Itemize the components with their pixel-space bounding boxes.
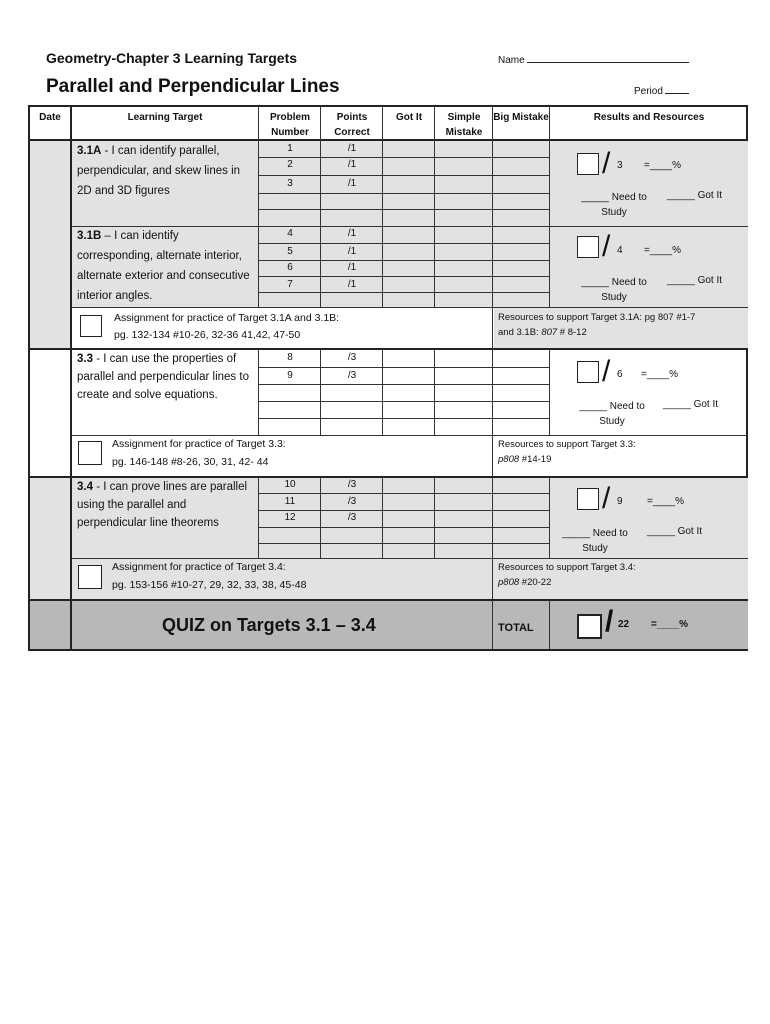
points-cell[interactable]: /1 (347, 246, 357, 257)
quiz-label: QUIZ on Targets 3.1 – 3.4 (162, 615, 376, 635)
got-it-blank[interactable]: _____ Got It (647, 526, 703, 537)
resources-34-line2: p808 #20-22 (498, 577, 552, 588)
resources-31-line2: and 3.1B: 807 # 8-12 (498, 327, 587, 338)
name-blank[interactable] (527, 53, 689, 63)
need-to-study[interactable]: _____ Need to Study (579, 401, 645, 427)
slash-glyph: / (602, 355, 611, 388)
got-it-blank[interactable]: _____ Got It (667, 190, 723, 201)
assignment-33-line2: pg. 146-148 #8-26, 30, 31, 42- 44 (112, 456, 269, 468)
assignment-33-line1: Assignment for practice of Target 3.3: (112, 438, 286, 450)
quiz-score-box[interactable] (577, 614, 602, 639)
points-cell[interactable]: /1 (347, 143, 357, 154)
need-to-study[interactable]: _____ Need to Study (581, 277, 647, 303)
points-cell[interactable]: /1 (347, 228, 357, 239)
got-it-blank[interactable]: _____ Got It (667, 275, 723, 286)
col-date: Date (39, 112, 61, 123)
slash-glyph: / (602, 482, 611, 515)
score-box[interactable] (577, 153, 599, 175)
date-cell-shade (30, 601, 70, 649)
period-field[interactable] (634, 84, 689, 97)
date-cell-shade (30, 477, 70, 599)
assignment-31-line1: Assignment for practice of Target 3.1A and 3.1B: (114, 312, 340, 324)
total-points: 9 (617, 496, 623, 507)
points-cell[interactable]: /3 (347, 496, 357, 507)
assignment-31-line2: pg. 132-134 #10-26, 32-36 41,42, 47-50 (114, 329, 301, 341)
col-problem-number: Problem Number (269, 112, 310, 138)
total-points: 4 (617, 245, 623, 256)
assignment-checkbox[interactable] (78, 441, 102, 465)
points-cell[interactable]: /1 (347, 159, 357, 170)
resources-31-line1: Resources to support Target 3.1A: pg 807 #1-7 (498, 312, 696, 323)
period-blank[interactable] (665, 84, 689, 94)
got-it-blank[interactable]: _____ Got It (663, 399, 719, 410)
points-cell[interactable]: /1 (347, 279, 357, 290)
score-box[interactable] (577, 361, 599, 383)
points-cell[interactable]: /3 (347, 370, 357, 381)
col-got-it: Got It (395, 112, 423, 123)
assignment-checkbox[interactable] (80, 315, 102, 337)
learning-targets-table (28, 105, 748, 651)
slash-glyph: / (602, 147, 611, 180)
resources-33-line2: p808 #14-19 (498, 454, 552, 465)
assignment-34-line1: Assignment for practice of Target 3.4: (112, 561, 286, 573)
col-points-correct: Points Correct (334, 112, 370, 138)
total-points: 3 (617, 160, 623, 171)
percent-blank[interactable]: =____% (644, 160, 681, 171)
slash-glyph: / (602, 230, 611, 263)
problem-number: 3 (287, 178, 293, 189)
col-simple-mistake: Simple Mistake (445, 112, 483, 138)
percent-blank[interactable]: =____% (641, 369, 678, 380)
quiz-total-points: 22 (618, 619, 630, 630)
target-34-text: 3.4 - I can prove lines are parallel using the parallel and perpendicular line theorems (77, 481, 248, 529)
problem-number: 7 (287, 279, 293, 290)
assignment-checkbox[interactable] (78, 565, 102, 589)
resources-34-line1: Resources to support Target 3.4: (498, 562, 636, 573)
name-label: Name (498, 55, 525, 66)
col-learning-target: Learning Target (127, 112, 203, 123)
score-box[interactable] (577, 236, 599, 258)
need-to-study[interactable]: _____ Need to Study (562, 528, 628, 554)
percent-blank[interactable]: =____% (644, 245, 681, 256)
problem-number: 12 (284, 512, 296, 523)
need-to-study[interactable]: _____ Need to Study (581, 192, 647, 218)
col-results: Results and Resources (593, 112, 705, 123)
date-cell-shade (30, 140, 70, 349)
problem-number: 10 (284, 479, 296, 490)
score-box[interactable] (577, 488, 599, 510)
points-cell[interactable]: /1 (347, 262, 357, 273)
target-31b-text: 3.1B – I can identify corresponding, alternate interior, alternate exterior and consecutive interior angles. (77, 230, 250, 302)
points-cell[interactable]: /1 (347, 178, 357, 189)
target-31a-text: 3.1A - I can identify parallel, perpendicular, and skew lines in 2D and 3D figures (77, 145, 241, 197)
points-cell[interactable]: /3 (347, 512, 357, 523)
total-points: 6 (617, 369, 623, 380)
period-label: Period (634, 86, 663, 97)
course-title: Geometry-Chapter 3 Learning Targets (46, 50, 298, 66)
slash-glyph: / (605, 605, 614, 638)
problem-number: 2 (287, 159, 293, 170)
col-big-mistake: Big Mistake (493, 112, 549, 123)
total-label: TOTAL (498, 622, 534, 634)
resources-33-line1: Resources to support Target 3.3: (498, 439, 636, 450)
quiz-percent-blank[interactable]: =____% (651, 619, 688, 630)
problem-number: 8 (287, 352, 293, 363)
points-cell[interactable]: /3 (347, 479, 357, 490)
problem-number: 11 (284, 496, 296, 507)
problem-number: 5 (287, 246, 293, 257)
problem-number: 6 (287, 262, 293, 273)
problem-number: 9 (287, 370, 293, 381)
unit-title: Parallel and Perpendicular Lines (46, 76, 340, 97)
percent-blank[interactable]: =____% (647, 496, 684, 507)
problem-number: 4 (287, 228, 293, 239)
points-cell[interactable]: /3 (347, 352, 357, 363)
name-field[interactable] (498, 53, 689, 66)
target-33-text: 3.3 - I can use the properties of parallel and perpendicular lines to create and solve equations. (77, 353, 249, 401)
assignment-34-line2: pg. 153-156 #10-27, 29, 32, 33, 38, 45-48 (112, 579, 307, 591)
problem-number: 1 (287, 143, 293, 154)
